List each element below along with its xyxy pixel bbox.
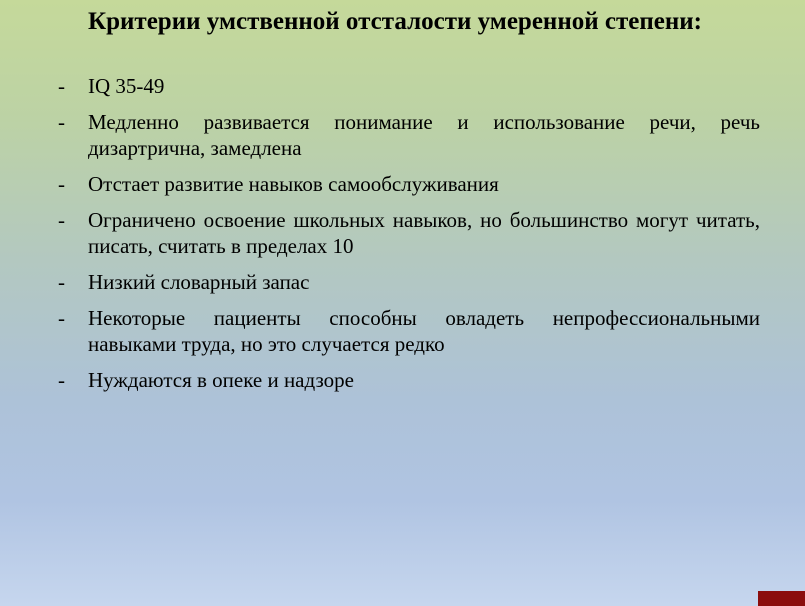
- bullet-marker: -: [58, 74, 65, 98]
- list-item-text: Некоторые пациенты способны овладеть непрофессиональными навыками труда, но это случается редко: [88, 306, 760, 356]
- bullet-marker: -: [58, 368, 65, 392]
- list-item: [58, 73, 760, 99]
- list-item: [58, 207, 760, 259]
- bullet-marker: -: [58, 306, 65, 330]
- list-item: [58, 305, 760, 357]
- bullet-marker: -: [58, 270, 65, 294]
- list-item-text: Нуждаются в опеке и надзоре: [88, 368, 354, 392]
- list-item: [58, 109, 760, 161]
- slide-title: Критерии умственной отсталости умеренной степени:: [88, 8, 702, 35]
- corner-accent-block: [758, 591, 805, 606]
- list-item: [58, 171, 760, 197]
- bullet-marker: -: [58, 172, 65, 196]
- list-item: [58, 269, 760, 295]
- list-item: [58, 367, 760, 393]
- list-item-text: Ограничено освоение школьных навыков, но большинство могут читать, писать, считать в пределах 10: [88, 208, 760, 258]
- list-item-text: Отстает развитие навыков самообслуживания: [88, 172, 499, 196]
- list-item-text: Медленно развивается понимание и использование речи, речь дизартрична, замедлена: [88, 110, 760, 160]
- list-item-text: IQ 35-49: [88, 74, 165, 98]
- bullet-marker: -: [58, 208, 65, 232]
- list-item-text: Низкий словарный запас: [88, 270, 310, 294]
- bullet-list: [58, 73, 760, 403]
- bullet-marker: -: [58, 110, 65, 134]
